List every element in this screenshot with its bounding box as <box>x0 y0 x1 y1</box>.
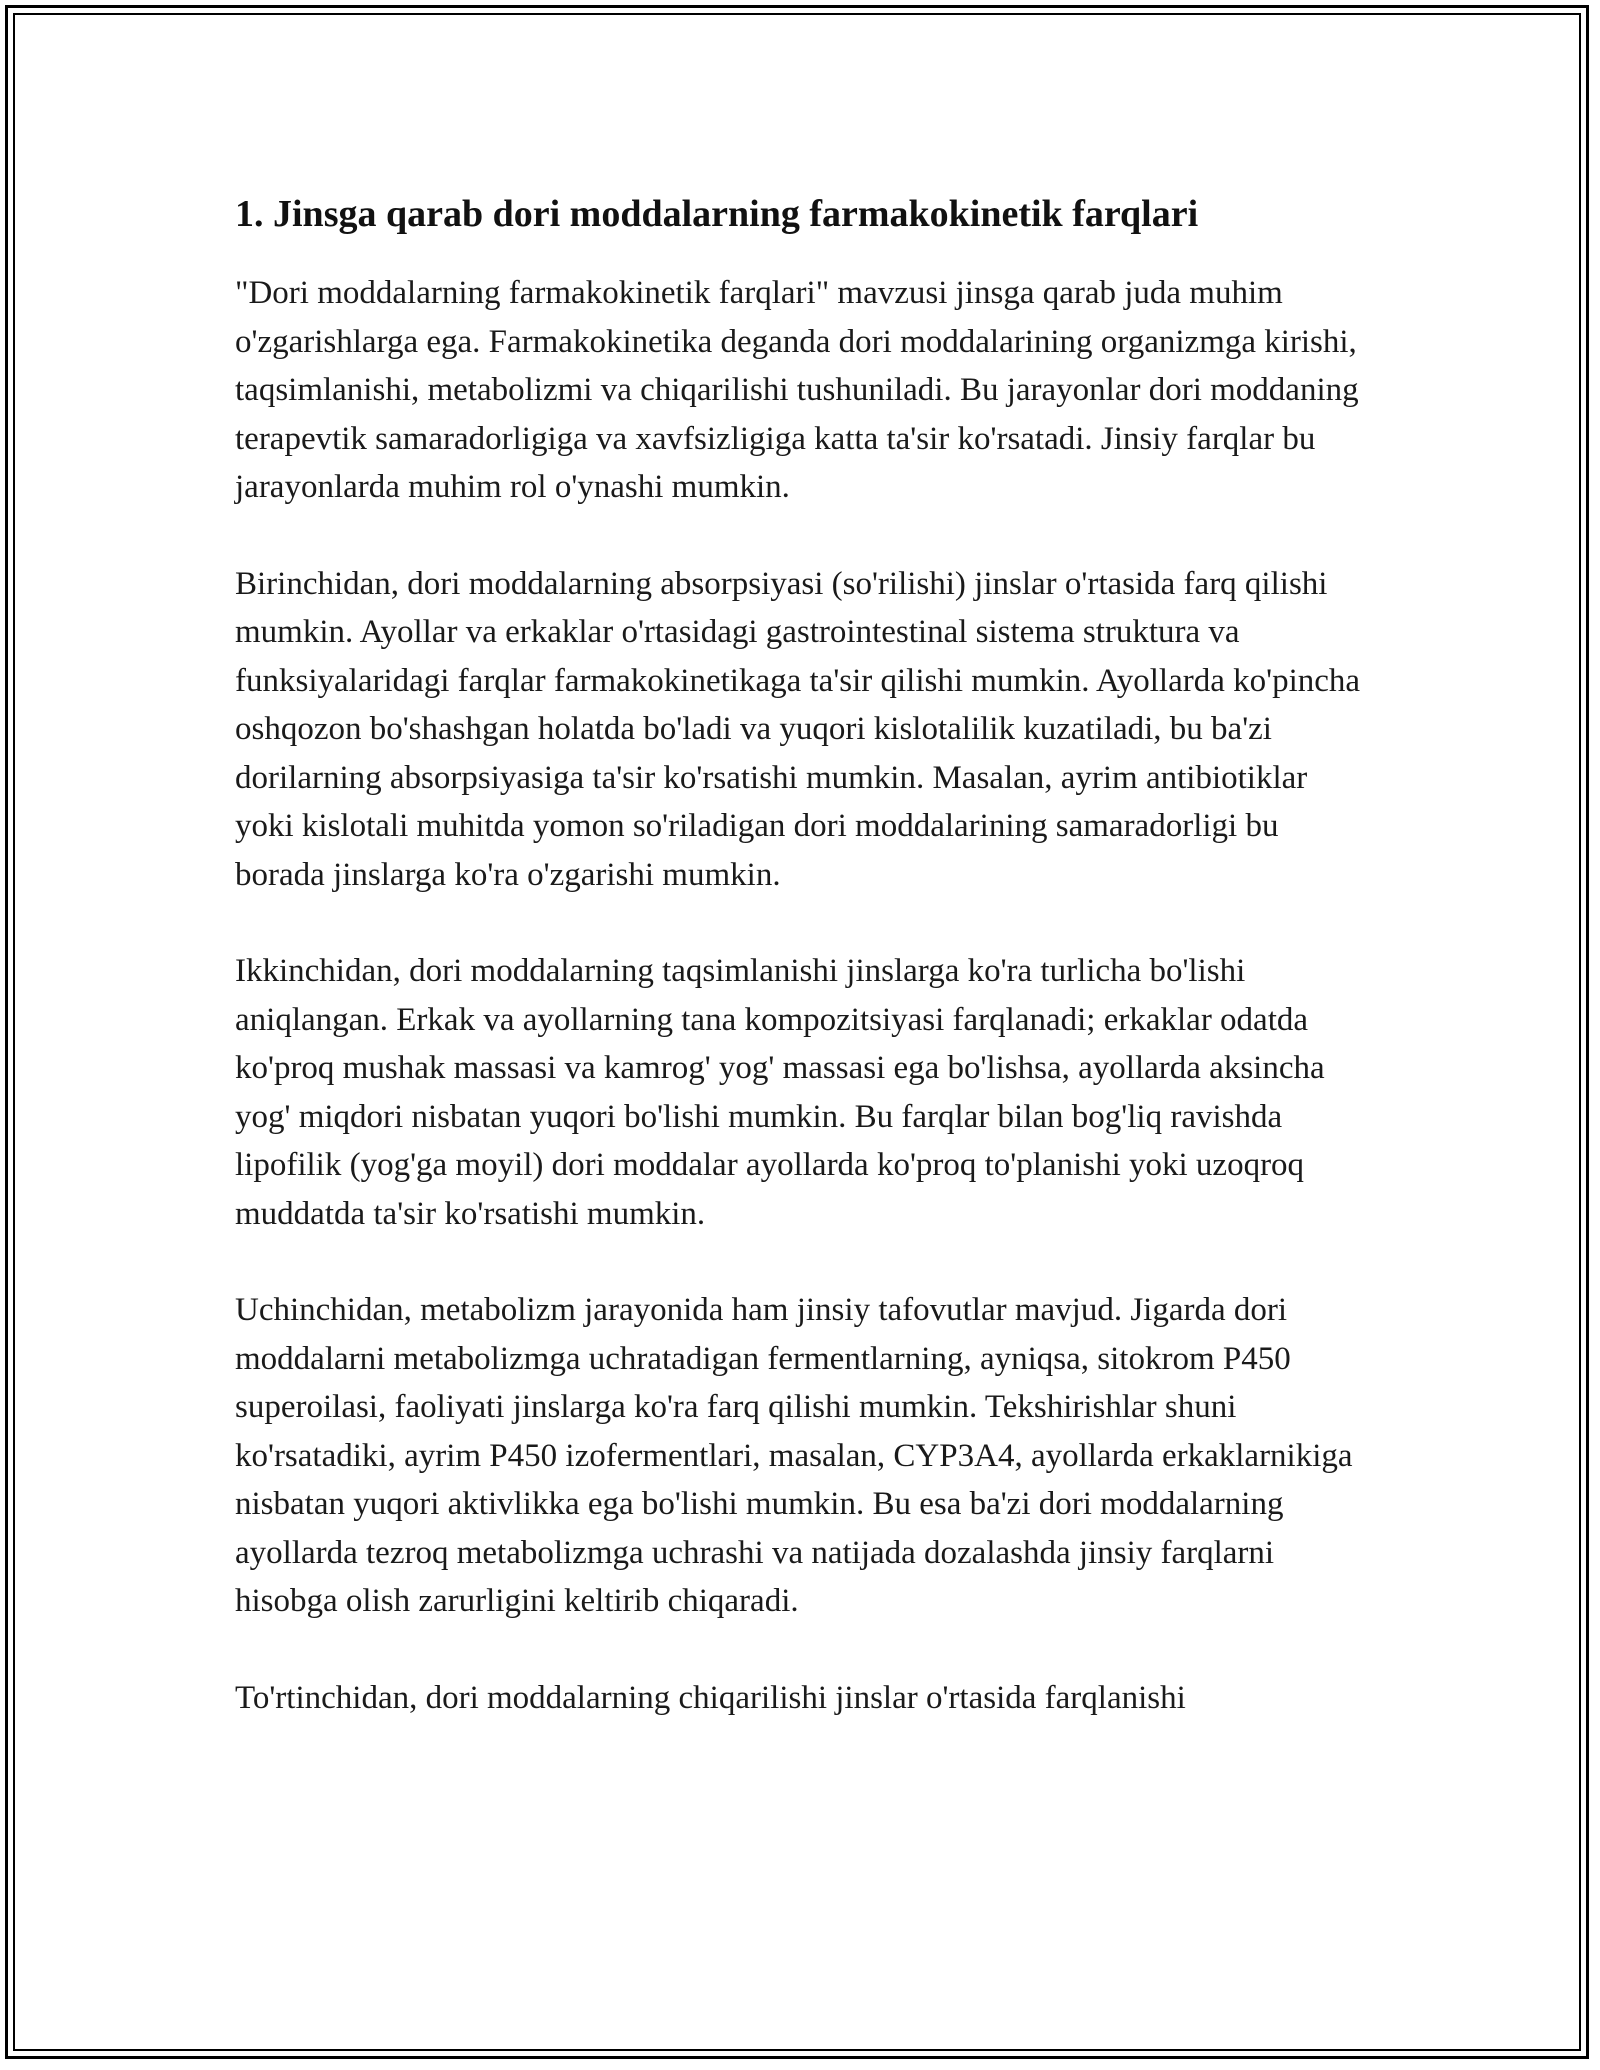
section-heading: 1. Jinsga qarab dori moddalarning farmakokinetik farqlari <box>235 193 1199 235</box>
paragraph-distribution: Ikkinchidan, dori moddalarning taqsimlanishi jinslarga ko'ra turlicha bo'lishi aniqlangan. Erkak va ayollarning tana kompozitsiyasi farqlanadi; erkaklar odatda ko'proq mushak massasi va kamrog' yog' massasi ega bo'lishsa, ayollarda aksincha yog' miqdori nisbatan yuqori bo'lishi mumkin. Bu farqlar bilan bog'liq ravishda lipofilik (yog'ga moyil) dori moddalar ayollarda ko'proq to'planishi yoki uzoqroq muddatda ta'sir ko'rsatishi mumkin. <box>235 953 1325 1232</box>
paragraph-absorption: Birinchidan, dori moddalarning absorpsiyasi (so'rilishi) jinslar o'rtasida farq qilishi mumkin. Ayollar va erkaklar o'rtasidagi gastrointestinal sistema struktura va funksiyalaridagi farqlar farmakokinetikaga ta'sir qilishi mumkin. Ayollarda ko'pincha oshqozon bo'shashgan holatda bo'ladi va yuqori kislotalilik kuzatiladi, bu ba'zi dorilarning absorpsiyasiga ta'sir ko'rsatishi mumkin. Masalan, ayrim antibiotiklar yoki kislotali muhitda yomon so'riladigan dori moddalarining samaradorligi bu borada jinslarga ko'ra o'zgarishi mumkin. <box>235 565 1361 893</box>
paragraph-intro: "Dori moddalarning farmakokinetik farqlari" mavzusi jinsga qarab juda muhim o'zgarishlarga ega. Farmakokinetika deganda dori moddalarining organizmga kirishi, taqsimlanishi, metabolizmi va chiqarilishi tushuniladi. Bu jarayonlar dori moddaning terapevtik samaradorligiga va xavfsizligiga katta ta'sir ko'rsatadi. Jinsiy farqlar bu jarayonlarda muhim rol o'ynashi mumkin. <box>235 275 1359 505</box>
document-body <box>235 183 1365 1770</box>
paragraph-metabolism: Uchinchidan, metabolizm jarayonida ham jinsiy tafovutlar mavjud. Jigarda dori moddalarni metabolizmga uchratadigan fermentlarning, ayniqsa, sitokrom P450 superoilasi, faoliyati jinslarga ko'ra farq qilishi mumkin. Tekshirishlar shuni ko'rsatadiki, ayrim P450 izofermentlari, masalan, CYP3A4, ayollarda erkaklarnikiga nisbatan yuqori aktivlikka ega bo'lishi mumkin. Bu esa ba'zi dori moddalarning ayollarda tezroq metabolizmga uchrashi va natijada dozalashda jinsiy farqlarni hisobga olish zarurligini keltirib chiqaradi. <box>235 1292 1353 1619</box>
paragraph-excretion: To'rtinchidan, dori moddalarning chiqarilishi jinslar o'rtasida farqlanishi <box>235 1679 1186 1716</box>
